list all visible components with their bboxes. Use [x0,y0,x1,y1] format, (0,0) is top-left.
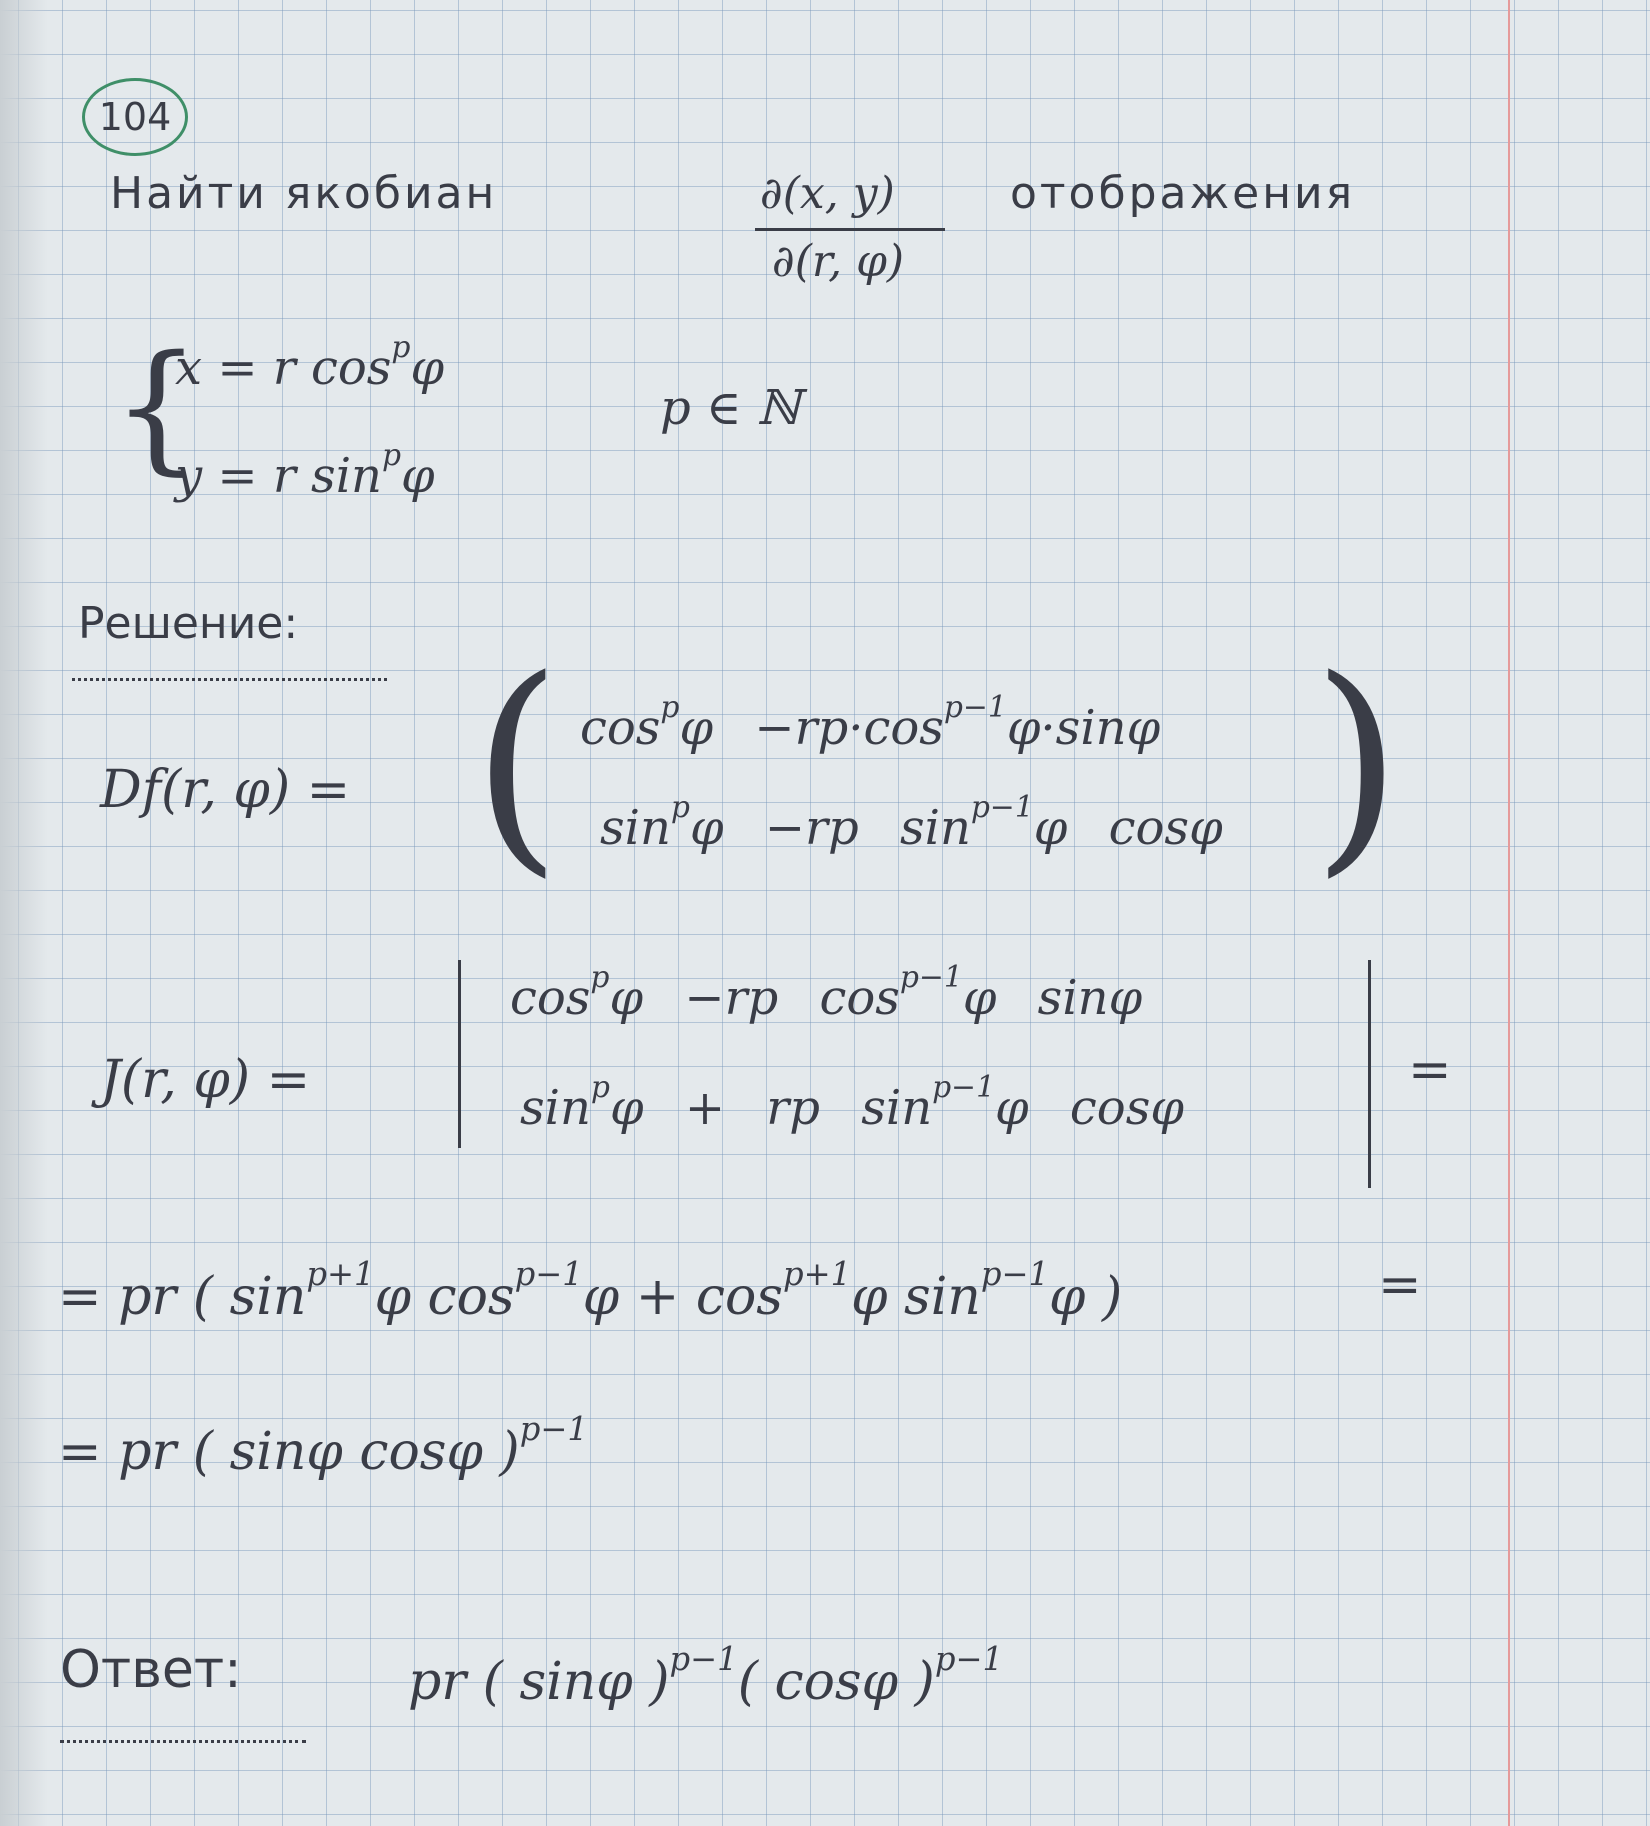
determinant-right-bar [1368,960,1371,1188]
equation-y-body: y = r sin [175,447,382,504]
step1-pow1: p+1 [306,1255,375,1293]
answer-value [408,1640,1003,1712]
df-r1-a: cos [580,699,661,756]
jacobian-row-2 [520,1070,1184,1136]
answer-middle: ( cosφ ) [737,1652,935,1713]
answer-pow2: p−1 [934,1640,1004,1678]
answer-label: Ответ: [60,1640,242,1700]
simplification-step-2 [58,1410,588,1482]
jacobian-equals: = [1408,1040,1452,1100]
simplification-step-1 [58,1255,1122,1327]
df-r1-a-arg: φ [679,699,714,756]
df-r1-b: −rp·cos [754,699,944,756]
j-r1-a: cos [510,969,591,1026]
j-r1-a-arg: φ [609,969,644,1026]
matrix-right-paren: ) [1312,631,1402,898]
equation-x [175,330,444,396]
step1-part5: φ ) [1049,1267,1123,1328]
fraction-numerator: ∂(x, y) [760,168,895,219]
page-binding-shadow [0,0,48,1826]
j-r1-b-pow: p−1 [899,960,963,995]
df-r2-b-pow: p−1 [970,790,1034,825]
j-r1-b-arg: φ sinφ [962,969,1143,1026]
matrix-left-paren: ( [472,631,562,898]
equation-x-body: x = r cos [175,339,392,396]
df-r2-a-arg: φ [689,799,724,856]
step1-pow2: p−1 [514,1255,583,1293]
j-r2-b: + rp sin [684,1079,933,1136]
system-brace: { [112,326,202,489]
step2-pow: p−1 [519,1410,588,1448]
equation-x-arg: φ [410,339,445,396]
j-r2-b-pow: p−1 [932,1070,996,1105]
step2-prefix: = pr ( sinφ cosφ ) [58,1422,520,1483]
answer-pow1: p−1 [669,1640,738,1678]
step1-part3: φ + cos [582,1267,783,1328]
df-r2-b: −rp sin [764,799,971,856]
j-r2-a-arg: φ [609,1079,644,1136]
df-r1-b-arg: φ·sinφ [1006,699,1161,756]
task-text: Найти якобиан [110,168,498,219]
df-r2-a-pow: p [670,790,690,825]
df-r2-b-arg: φ cosφ [1033,799,1223,856]
solution-label: Решение: [78,598,299,649]
step1-pow4: p−1 [980,1255,1049,1293]
df-r1-a-pow: p [660,690,680,725]
margin-line [1508,0,1510,1826]
equation-y-power: p [381,438,401,473]
answer-prefix: pr ( sinφ ) [408,1652,670,1713]
equation-x-power: p [391,330,411,365]
df-r1-b-pow: p−1 [943,690,1007,725]
step1-part4: φ sin [851,1267,981,1328]
determinant-left-bar [458,960,461,1148]
problem-number: 104 [98,95,172,139]
solution-underline [72,668,387,681]
df-matrix-row-1 [580,690,1160,756]
equation-y [175,438,435,504]
j-r1-a-pow: p [590,960,610,995]
answer-underline [60,1730,306,1743]
jacobian-lhs: J(r, φ) = [100,1050,311,1110]
fraction-bar [755,228,945,231]
problem-number-circle [82,78,188,156]
condition-p-natural: p ∈ ℕ [660,380,801,436]
j-r2-a: sin [520,1079,591,1136]
df-r2-a: sin [600,799,671,856]
step1-pow3: p+1 [782,1255,852,1293]
jacobian-row-1 [510,960,1142,1026]
j-r2-a-pow: p [590,1070,610,1105]
j-r1-b: −rp cos [684,969,900,1026]
equation-y-arg: φ [401,447,435,504]
step1-equals: = [1378,1255,1422,1315]
df-lhs: Df(r, φ) = [100,760,351,820]
task-text-continued: отображения [1010,168,1356,219]
j-r2-b-arg: φ cosφ [995,1079,1184,1136]
df-matrix-row-2 [600,790,1223,856]
step1-part2: φ cos [374,1267,515,1328]
step1-prefix: = pr ( sin [58,1267,307,1328]
fraction-denominator: ∂(r, φ) [772,236,905,287]
